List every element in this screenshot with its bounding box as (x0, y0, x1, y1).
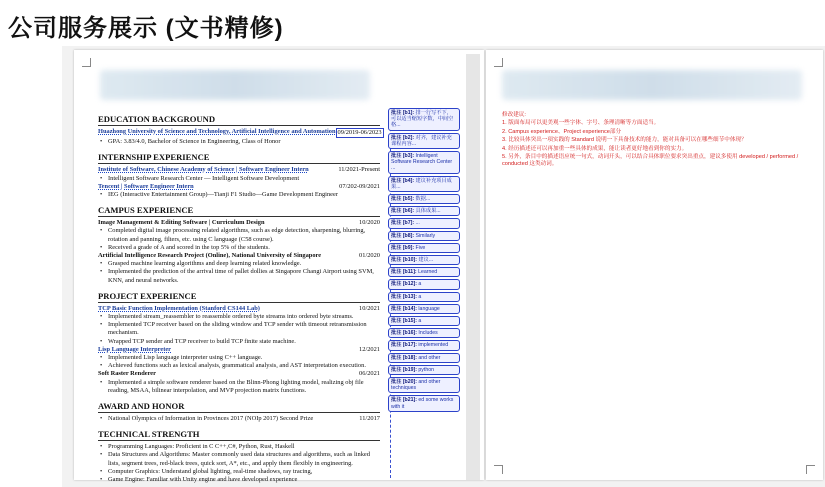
proj1-bullet-3: • Wrapped TCP sender and TCP receiver to build TCP finite state machine. (98, 338, 380, 346)
proj2-bullet-1: • Implemented Lisp language interpreter using C++ language. (98, 354, 380, 362)
comment-balloon[interactable]: 批注 [b18]: and other (388, 353, 460, 363)
campus2-bullet-1: • Grasped machine learning algorithms and deep learning related knowledge. (98, 260, 380, 268)
comment-balloon[interactable]: 批注 [b1]: 排一行写不下，可以适当缩短字数，中间空格... (388, 108, 460, 131)
campus1-bullet-1: • Completed digital image processing related algorithms, such as edge detection, sharpening, blurring, rotation and panning, filters, etc. using C language (C58 course). (98, 227, 380, 243)
intern2-title: Tencent | Software Engineer Intern (98, 182, 194, 190)
crop-mark (494, 58, 503, 67)
tech-1: • Programming Languages: Proficient in C C++,C#, Python, Rust, Haskell (98, 443, 380, 451)
crop-mark (82, 58, 91, 67)
document-viewer (62, 46, 825, 487)
campus2-title: Artificial Intelligence Research Project (Online), National University of Singapore (98, 252, 322, 260)
campus1-title: Image Management & Editing Software | Curriculum Design (98, 219, 265, 227)
comment-balloon[interactable]: 批注 [b19]: python (388, 365, 460, 375)
blurred-header (100, 70, 370, 100)
note-line: 修改建议: (502, 112, 526, 118)
notes-page (486, 50, 823, 480)
proj3-bullet-1: • Implemented a simple software renderer based on the Blinn-Phong lighting model, realizing obj file reading, MSAA, bilinear interpolation, and MVP projection matrix functions. (98, 379, 380, 395)
crop-mark (806, 465, 815, 474)
resume-page (74, 50, 484, 484)
comment-balloon[interactable]: 批注 [b16]: Includes (388, 328, 460, 338)
proj3-title: Soft Raster Renderer (98, 370, 156, 378)
section-technical: TECHNICAL STRENGTH (98, 429, 380, 441)
comment-balloon[interactable]: 批注 [b15]: a (388, 316, 460, 326)
revision-notes (502, 112, 802, 170)
campus2-date: 01/2020 (359, 252, 380, 260)
comment-balloon[interactable]: 批注 [b8]: Similarly (388, 231, 460, 241)
note-line: 5. 另外，条目中的描述语应统一句式，动词开头，可以结合具体职位要求突出重点，建议多使用 developed / performed / conducted 这类动词。 (502, 154, 799, 168)
section-award: AWARD AND HONOR (98, 401, 380, 413)
comment-balloon[interactable]: 批注 [b2]: 对齐，建议补充课程内容... (388, 133, 460, 149)
comment-balloon[interactable]: 批注 [b21]: ed some works with it (388, 395, 460, 411)
resume-content (98, 108, 380, 484)
note-line: 3. 比较具体突出一项实践的 Standard 说明一下具备技术的能力，能对具备可以在哪些细节中体现？ (502, 137, 747, 144)
edu-gpa: • GPA: 3.83/4.0, Bachelor of Science in Engineering, Class of Honor (98, 138, 380, 146)
intern2-bullet: • IEG (Interactive Entertainment Group)—Tianji F1 Studio—Game Development Engineer (98, 191, 380, 199)
comment-balloon[interactable]: 批注 [b10]: 建议... (388, 255, 460, 265)
comment-balloon[interactable]: 批注 [b12]: a (388, 279, 460, 289)
section-campus: CAMPUS EXPERIENCE (98, 205, 380, 217)
comment-balloon[interactable]: 批注 [b3]: Intelligent Software Research Center ... (388, 151, 460, 174)
section-education: EDUCATION BACKGROUND (98, 114, 380, 126)
comment-balloon[interactable]: 批注 [b17]: implemented (388, 340, 460, 350)
campus1-date: 10/2020 (359, 219, 380, 227)
proj1-date: 10/2021 (359, 304, 380, 312)
intern1-title: Institute of Software, Chinese Academy of Science | Software Engineer Intern (98, 166, 309, 174)
tech-3: • Computer Graphics: Understand global lighting, real-time shadows, ray tracing, (98, 468, 380, 476)
comment-pane (388, 108, 460, 414)
comment-balloon[interactable]: 批注 [b6]: 具体成果... (388, 206, 460, 216)
crop-mark (494, 465, 503, 474)
note-line: 4. 经历描述还可以再加重一些具体的成果，能让读者更好地看到你的实力。 (502, 145, 688, 152)
scrollbar[interactable] (466, 54, 480, 480)
section-project: PROJECT EXPERIENCE (98, 291, 380, 303)
comment-balloon[interactable]: 批注 [b20]: and other techniques (388, 377, 460, 393)
intern2-date: 07/202-09/2021 (339, 182, 380, 190)
award-1-date: 11/2017 (359, 415, 380, 423)
edu-date: 09/2019-06/2023 (336, 128, 384, 138)
comment-balloon[interactable]: 批注 [b14]: language (388, 304, 460, 314)
comment-balloon[interactable]: 批注 [b13]: a (388, 292, 460, 302)
proj2-title: Lisp Language Interpreter (98, 345, 172, 353)
proj1-bullet-2: • Implemented TCP receiver based on the sliding window and TCP sender with timeout retransmission mechanism. (98, 321, 380, 337)
comment-balloon[interactable]: 批注 [b4]: 建议补充项目成果... (388, 176, 460, 192)
comment-balloon[interactable]: 批注 [b9]: Five (388, 243, 460, 253)
note-line: 1. 版面布局可以更美观一些字体、字号、条理清晰等方面适当。 (502, 120, 660, 127)
proj1-bullet-1: • Implemented stream_reassembler to reassemble ordered byte streams into ordered byte streams. (98, 313, 380, 321)
comment-balloon[interactable]: 批注 [b5]: 数据... (388, 194, 460, 204)
comment-balloon[interactable]: 批注 [b11]: Learned (388, 267, 460, 277)
tech-4: • Game Engine: Familiar with Unity engine and have developed experience (98, 476, 380, 484)
blurred-header (502, 70, 802, 100)
tech-2: • Data Structures and Algorithms: Master commonly used data structures and algorithms, such as linked lists, segment trees, red-black trees, quick sort, A*, etc., and apply them flexibly in engineering. (98, 451, 380, 467)
note-line: 2. Campus experience、Project experience部分 (502, 128, 622, 135)
proj3-date: 06/2021 (359, 370, 380, 378)
comment-balloon[interactable]: 批注 [b7]: ... (388, 218, 460, 228)
section-internship: INTERNSHIP EXPERIENCE (98, 152, 380, 164)
campus1-bullet-2: • Received a grade of A and scored in the top 5% of the students. (98, 244, 380, 252)
intern1-date: 11/2021-Present (338, 166, 380, 174)
page-title: 公司服务展示 (文书精修) (8, 15, 284, 42)
award-1: • National Olympics of Information in Provinces 2017 (NOIp 2017) Second Prize (98, 415, 313, 423)
proj2-bullet-2: • Achieved functions such as lexical analysis, grammatical analysis, and AST interpretation execution. (98, 362, 380, 370)
intern1-bullet: • Intelligent Software Research Center — Intelligent Software Development (98, 175, 380, 183)
proj2-date: 12/2021 (359, 345, 380, 353)
proj1-title: TCP Basic Function Implementation (Stanford CS144 Lab) (98, 304, 260, 312)
campus2-bullet-2: • Implemented the prediction of the arrival time of pallet dollies at Singapore Changi Airport using SVM, KNN, and neural networks. (98, 268, 380, 284)
edu-school: Huazhong University of Science and Technology, Artificial Intelligence and Automation (98, 128, 336, 135)
